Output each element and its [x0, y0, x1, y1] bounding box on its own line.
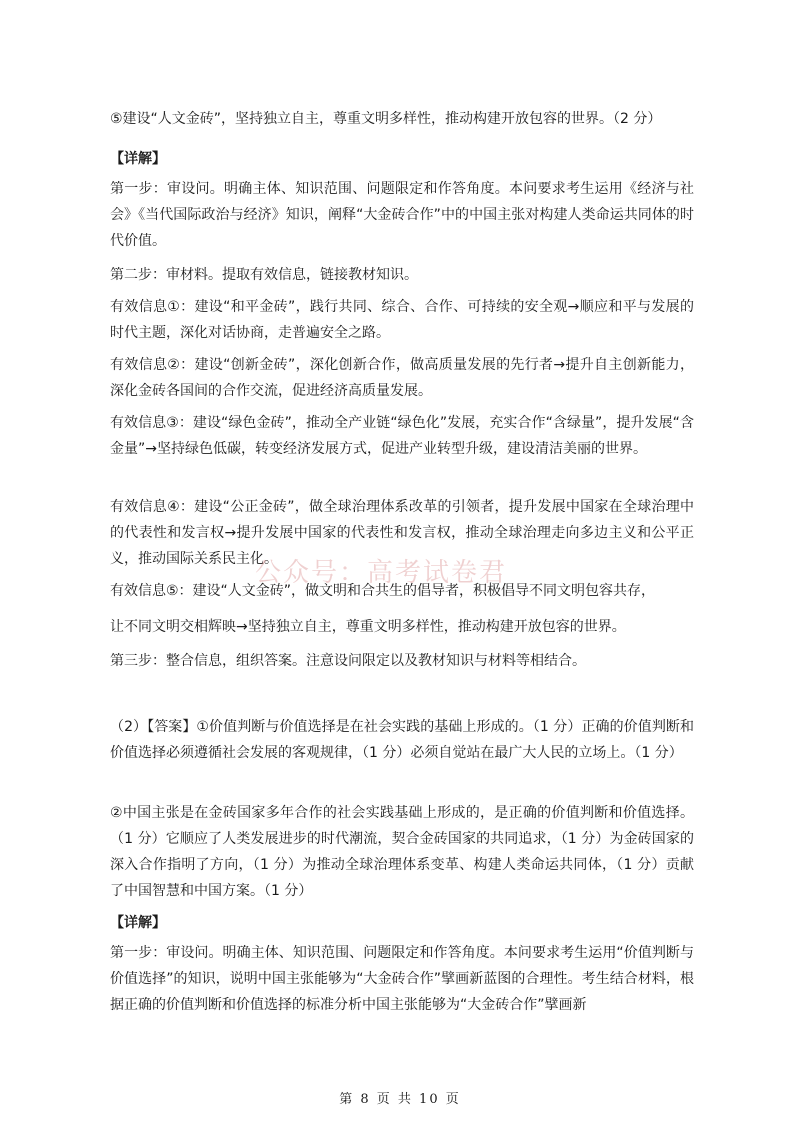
- answer-2-paragraph: （2）【答案】①价值判断与价值选择是在社会实践的基础上形成的。（1 分）正确的价值判断和价值选择必须遵循社会发展的客观规律，（1 分）必须自觉站在最广大人民的立场上。（1 分）: [110, 719, 694, 761]
- watermark-text: 公众号：高考试卷君: [255, 558, 508, 588]
- detail-heading: 【详解】: [110, 151, 166, 167]
- answer-2-point-2: ②中国主张是在金砖国家多年合作的社会实践基础上形成的，是正确的价值判断和价值选择。（1 分）它顺应了人类发展进步的时代潮流，契合金砖国家的共同追求，（1 分）为金砖国家的深入合作指明了方向，（1 分）为推动全球治理体系变革、构建人类命运共同体，（1 分）贡献了中国智慧和中国方案。（1 分）: [110, 805, 694, 899]
- answer-point-5: ⑤建设“人文金砖”，坚持独立自主，尊重文明多样性，推动构建开放包容的世界。（2 分）: [110, 111, 662, 127]
- step-one-paragraph-2: 第一步：审设问。明确主体、知识范围、问题限定和作答角度。本问要求考生运用“价值判断与价值选择”的知识，说明中国主张能够为“大金砖合作”擘画新蓝图的合理性。考生结合材料，根据正确的价值判断和价值选择的标准分析中国主张能够为“大金砖合作”擘画新: [110, 945, 694, 1013]
- info-3-paragraph: 有效信息③：建设“绿色金砖”，推动全产业链“绿色化”发展，充实合作“含绿量”，提升发展“含金量”→坚持绿色低碳，转变经济发展方式，促进产业转型升级，建设清洁美丽的世界。: [110, 415, 694, 457]
- info-4-paragraph: 有效信息④：建设“公正金砖”，做全球治理体系改革的引领者，提升发展中国家在全球治理中的代表性和发言权→提升发展中国家的代表性和发言权，推动全球治理走向多边主义和公平正义，推动国际关系民主化。: [110, 499, 694, 567]
- info-2-paragraph: 有效信息②：建设“创新金砖”，深化创新合作，做高质量发展的先行者→提升自主创新能力，深化金砖各国间的合作交流，促进经济高质量发展。: [110, 357, 694, 399]
- info-1-paragraph: 有效信息①：建设“和平金砖”，践行共同、综合、合作、可持续的安全观→顺应和平与发展的时代主题，深化对话协商，走普遍安全之路。: [110, 299, 694, 341]
- info-5-continuation: 让不同文明交相辉映→坚持独立自主，尊重文明多样性，推动构建开放包容的世界。: [110, 619, 626, 635]
- info-5-paragraph: 有效信息⑤：建设“人文金砖”，做文明和合共生的倡导者，积极倡导不同文明包容共存，: [110, 583, 656, 599]
- detail-heading-2: 【详解】: [110, 915, 166, 931]
- page-footer: 第 8 页 共 10 页: [339, 1092, 461, 1107]
- step-two-paragraph: 第二步：审材料。提取有效信息，链接教材知识。: [110, 267, 418, 283]
- step-one-paragraph: 第一步：审设问。明确主体、知识范围、问题限定和作答角度。本问要求考生运用《经济与社会》《当代国际政治与经济》知识，阐释“大金砖合作”中的中国主张对构建人类命运共同体的时代价值。: [110, 181, 694, 249]
- step-three-paragraph: 第三步：整合信息，组织答案。注意设问限定以及教材知识与材料等相结合。: [110, 653, 586, 669]
